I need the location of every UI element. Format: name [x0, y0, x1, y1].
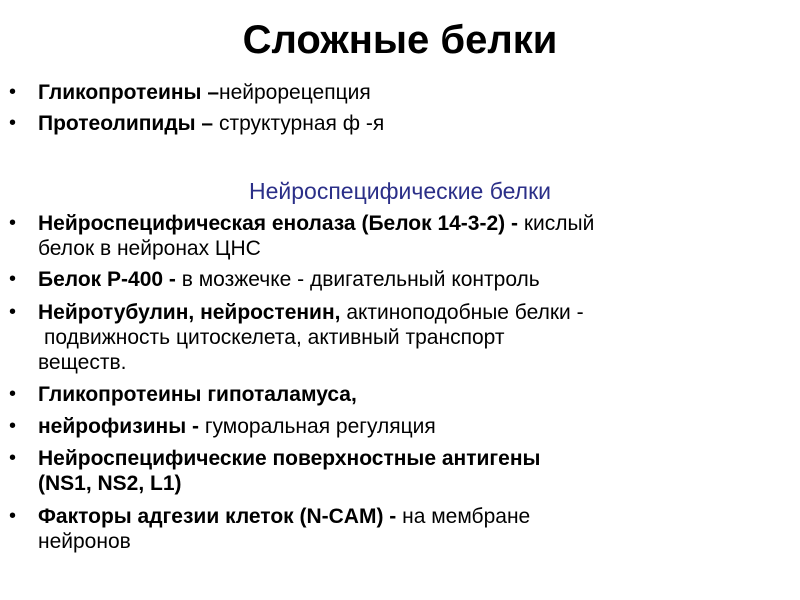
list-item-glycoproteins — [38, 80, 758, 105]
list-item-continuation: (NS1, NS2, L1) — [38, 472, 182, 495]
list-item-bold: Нейроспецифические поверхностные антигены — [38, 447, 541, 470]
list-item-text: гуморальная регуляция — [204, 415, 436, 438]
list-item-continuation: подвижность цитоскелета, активный транспорт — [44, 326, 505, 349]
section-subtitle: Нейроспецифические белки — [248, 178, 551, 204]
list-item-hypothalamus — [38, 382, 758, 407]
list-item-bold: Гликопротеины – — [38, 81, 219, 104]
list-item-enolase — [38, 211, 758, 261]
list-item-text: на мембране — [402, 505, 531, 528]
list-item-bold: Нейроспецифическая енолаза (Белок 14-3-2) - — [38, 212, 524, 235]
list-item-text: актиноподобные белки - — [346, 301, 584, 324]
list-item-continuation: веществ. — [38, 351, 127, 374]
list-item-antigens — [38, 446, 758, 496]
slide-title: Сложные белки — [242, 18, 558, 62]
list-item-bold: Факторы адгезии клеток (N-CAM) - — [38, 505, 403, 528]
list-item-bold: Белок Р-400 - — [38, 268, 182, 291]
list-item-continuation: белок в нейронах ЦНС — [38, 237, 261, 260]
list-item-text: нейрорецепция — [219, 81, 371, 104]
list-item-text: кислый — [523, 212, 595, 235]
list-item-proteolipids — [38, 111, 758, 136]
list-item-adhesion — [38, 504, 758, 554]
list-item-bold: нейрофизины - — [38, 415, 205, 438]
list-item-bold: Гликопротеины гипоталамуса, — [38, 383, 357, 406]
list-item-neurotubulin — [38, 300, 758, 375]
list-item-neurophysins — [38, 414, 758, 439]
list-item-continuation: нейронов — [38, 530, 131, 553]
list-item-p400 — [38, 267, 758, 292]
list-item-text: в мозжечке - двигательный контроль — [181, 268, 540, 291]
list-item-text: структурная ф -я — [218, 112, 385, 135]
list-item-bold: Протеолипиды – — [38, 112, 219, 135]
list-item-bold: Нейротубулин, нейростенин, — [38, 301, 347, 324]
